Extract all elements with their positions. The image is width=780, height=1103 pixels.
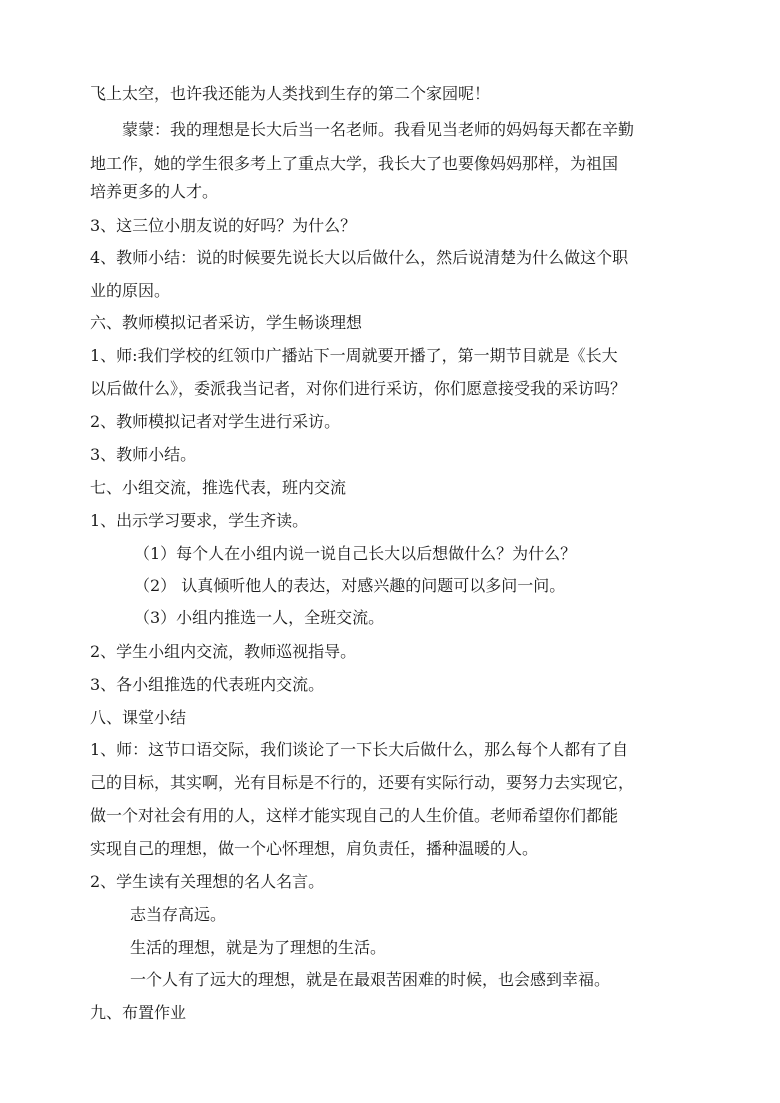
quote-line: 一个人有了远大的理想，就是在最艰苦困难的时候，也会感到幸福。 (130, 970, 611, 989)
text-line: 1、师:我们学校的红领巾广播站下一周就要开播了，第一期节目就是《长大 (90, 346, 618, 365)
text-line: 3、教师小结。 (90, 445, 197, 464)
section-heading: 九、布置作业 (90, 1003, 187, 1022)
text-line: 2、教师模拟记者对学生进行采访。 (90, 412, 341, 431)
text-line: 3、各小组推选的代表班内交流。 (90, 675, 325, 694)
quote-line: 生活的理想，就是为了理想的生活。 (130, 938, 387, 957)
text-line: 做一个对社会有用的人，这样才能实现自己的人生价值。老师希望你们都能 (90, 806, 619, 825)
text-line: 己的目标，其实啊，光有目标是不行的，还要有实际行动，要努力去实现它， (90, 773, 635, 792)
quote-line: 志当存高远。 (130, 905, 227, 924)
list-item: （2） 认真倾听他人的表达，对感兴趣的问题可以多问一问。 (134, 576, 566, 595)
text-line: 3、这三位小朋友说的好吗？为什么？ (90, 216, 357, 235)
section-heading: 六、教师模拟记者采访，学生畅谈理想 (90, 313, 363, 332)
text-line: 2、学生小组内交流，教师巡视指导。 (90, 642, 357, 661)
section-heading: 八、课堂小结 (90, 708, 187, 727)
text-line: 业的原因。 (90, 281, 171, 300)
text-line: 1、出示学习要求，学生齐读。 (90, 511, 309, 530)
text-line: 蒙蒙：我的理想是长大后当一名老师。我看见当老师的妈妈每天都在辛勤 (122, 120, 635, 139)
text-line: 以后做什么》，委派我当记者，对你们进行采访，你们愿意接受我的采访吗？ (90, 379, 627, 398)
text-line: 飞上太空，也许我还能为人类找到生存的第二个家园呢！ (90, 84, 491, 103)
text-line: 1、师：这节口语交际，我们谈论了一下长大后做什么，那么每个人都有了自 (90, 740, 629, 759)
list-item: （1）每个人在小组内说一说自己长大以后想做什么？为什么？ (134, 544, 577, 563)
text-line: 4、教师小结：说的时候要先说长大以后做什么，然后说清楚为什么做这个职 (90, 248, 629, 267)
text-line: 培养更多的人才。 (90, 182, 219, 201)
text-line: 实现自己的理想，做一个心怀理想，肩负责任，播种温暖的人。 (90, 839, 539, 858)
section-heading: 七、小组交流，推选代表，班内交流 (90, 478, 347, 497)
text-line: 2、学生读有关理想的名人名言。 (90, 872, 325, 891)
list-item: （3）小组内推选一人，全班交流。 (134, 608, 385, 627)
text-line: 地工作，她的学生很多考上了重点大学，我长大了也要像妈妈那样，为祖国 (90, 154, 619, 173)
